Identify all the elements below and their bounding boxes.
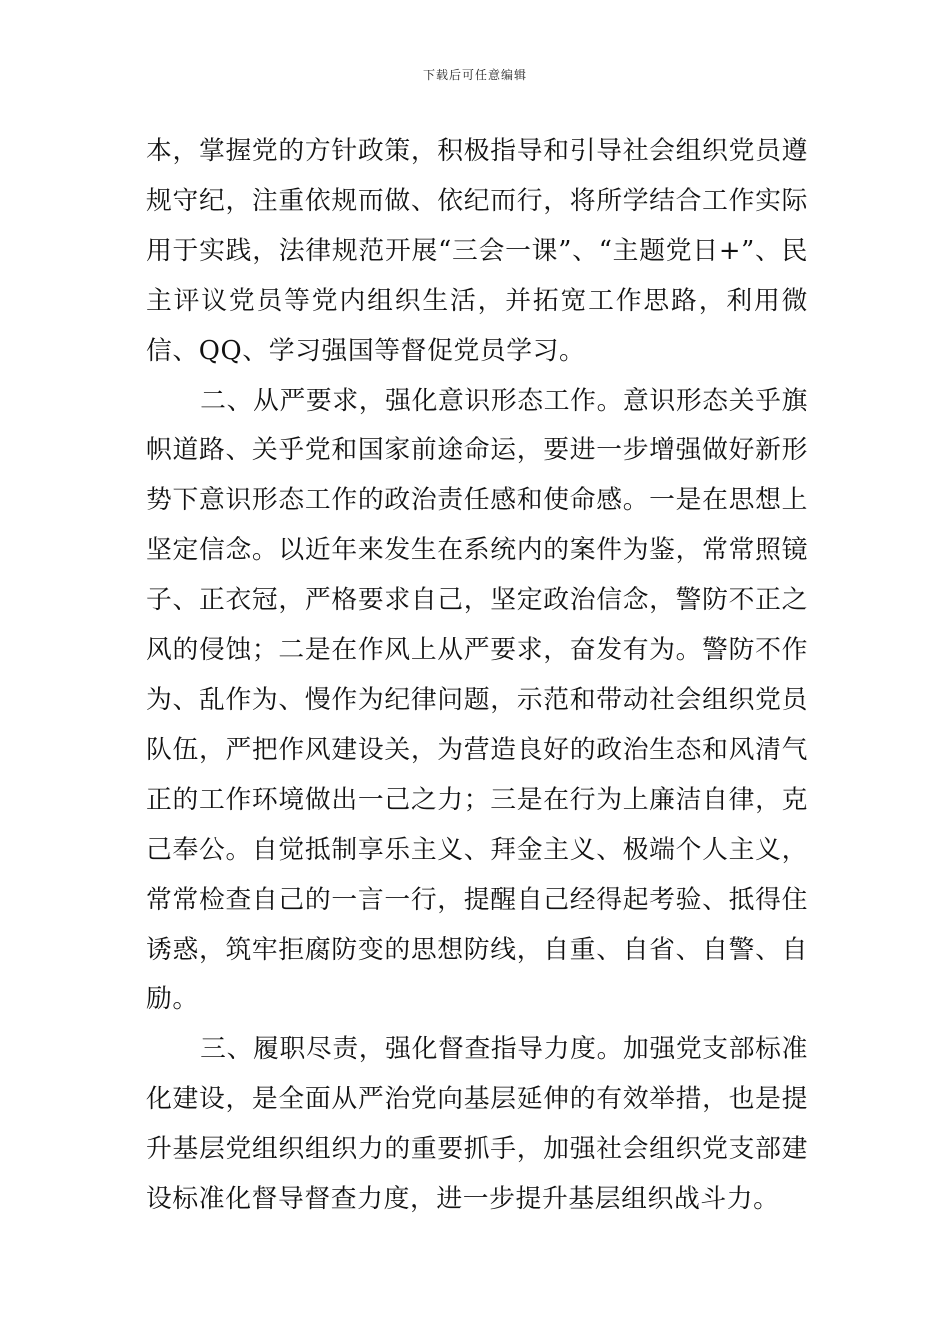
document-body: [146, 127, 808, 1225]
paragraph-continuation: 本，掌握党的方针政策，积极指导和引导社会组织党员遵规守纪，注重依规而做、依纪而行，将所学结合工作实际用于实践，法律规范开展“三会一课”、“主题党日+”、民主评议党员等党内组织生活，并拓宽工作思路，利用微信、QQ、学习强国等督促党员学习。: [146, 136, 808, 366]
page-header: 下载后可任意编辑: [422, 68, 527, 82]
paragraph-ideology: 二、从严要求，强化意识形态工作。意识形态关乎旗帜道路、关乎党和国家前途命运，要进一步增强做好新形势下意识形态工作的政治责任感和使命感。一是在思想上坚定信念。以近年来发生在系统内的案件为鉴，常常照镜子、正衣冠，严格要求自己，坚定政治信念，警防不正之风的侵蚀；二是在作风上从严要求，奋发有为。警防不作为、乱作为、慢作为纪律问题，示范和带动社会组织党员队伍，严把作风建设关，为营造良好的政治生态和风清气正的工作环境做出一己之力；三是在行为上廉洁自律，克己奉公。自觉抵制享乐主义、拜金主义、极端个人主义，常常检查自己的一言一行，提醒自己经得起考验、抵得住诱惑，筑牢拒腐防变的思想防线，自重、自省、自警、自励。: [146, 385, 808, 1015]
paragraph-supervision: 三、履职尽责，强化督查指导力度。加强党支部标准化建设，是全面从严治党向基层延伸的有效举措，也是提升基层党组织组织力的重要抓手，加强社会组织党支部建设标准化督导督查力度，进一步提升基层组织战斗力。: [146, 1034, 808, 1215]
